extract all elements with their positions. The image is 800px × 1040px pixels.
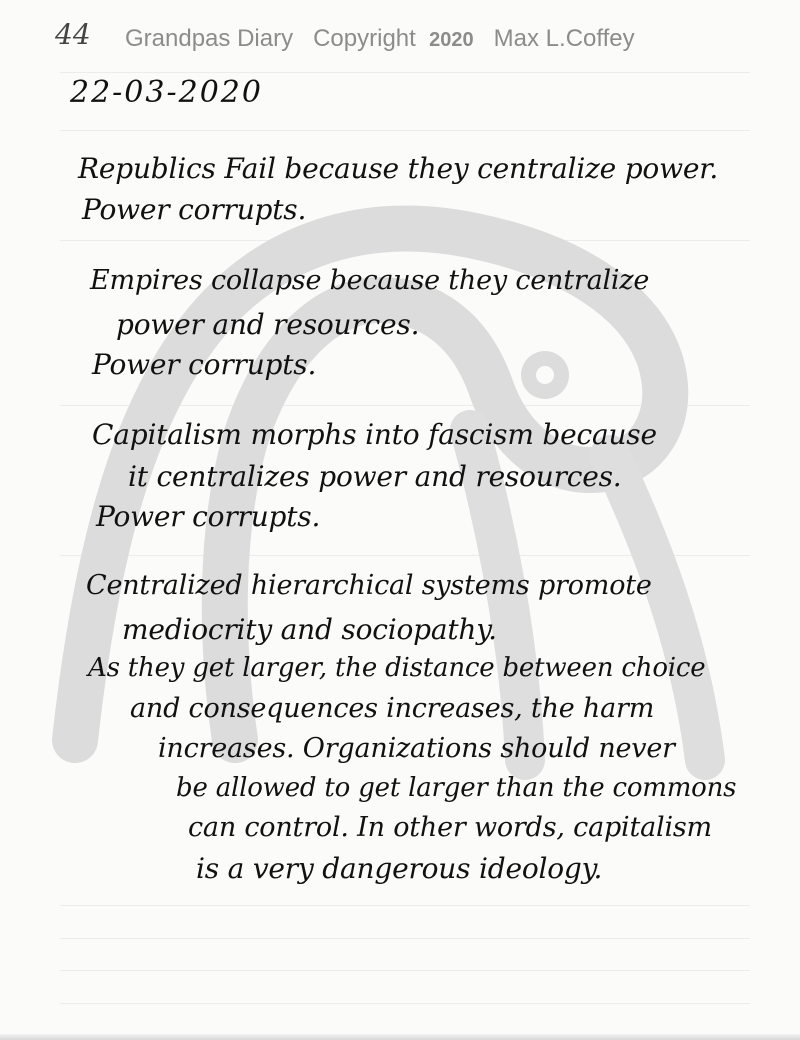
author-name: Max L.Coffey: [493, 25, 635, 52]
handwritten-line: Power corrupts.: [82, 193, 307, 226]
entry-date: 22-03-2020: [70, 75, 263, 110]
copyright-label: Copyright: [313, 25, 416, 52]
handwritten-line: it centralizes power and resources.: [128, 460, 622, 493]
diary-title: Grandpas Diary: [125, 25, 294, 52]
handwritten-line: increases. Organizations should never: [158, 733, 675, 764]
handwritten-line: can control. In other words, capitalism: [188, 812, 712, 843]
page-number: 44: [55, 18, 91, 51]
handwritten-line: As they get larger, the distance between choice: [88, 653, 706, 683]
handwritten-line: Power corrupts.: [92, 348, 317, 381]
handwritten-line: Empires collapse because they centralize: [90, 265, 650, 296]
handwritten-line: Power corrupts.: [96, 500, 321, 533]
handwritten-line: be allowed to get larger than the commons: [176, 773, 737, 803]
handwritten-line: is a very dangerous ideology.: [196, 852, 603, 885]
copyright-year: 2020: [429, 29, 474, 51]
handwritten-line: power and resources.: [116, 308, 420, 341]
handwritten-line: and consequences increases, the harm: [130, 693, 655, 724]
header-title-block: [125, 25, 635, 53]
page-header: [55, 20, 780, 60]
handwritten-line: Capitalism morphs into fascism because: [92, 418, 657, 451]
page-bottom-edge: [0, 1034, 800, 1040]
handwritten-line: Republics Fail because they centralize power.: [78, 152, 719, 185]
handwritten-line: Centralized hierarchical systems promote: [86, 570, 652, 601]
handwritten-line: mediocrity and sociopathy.: [122, 613, 497, 646]
